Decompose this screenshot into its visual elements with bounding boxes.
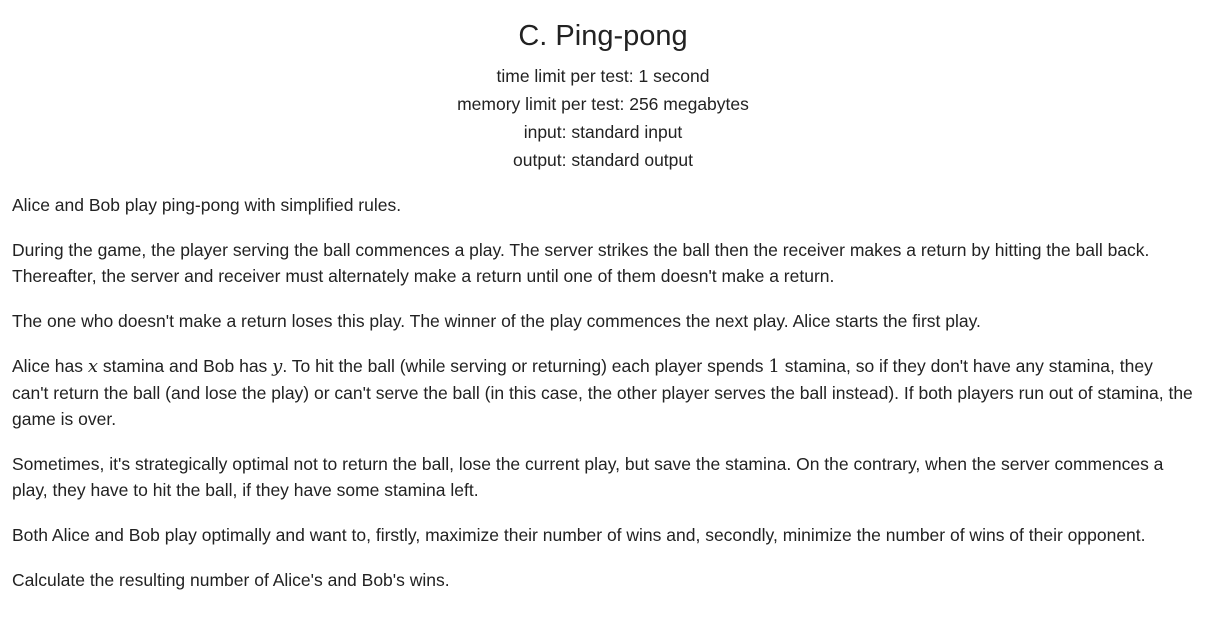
statement-paragraph-7: Calculate the resulting number of Alice's and Bob's wins. [12, 570, 450, 590]
problem-title: C. Ping-pong [518, 20, 688, 52]
time-limit: time limit per test: 1 second [496, 66, 710, 86]
problem-statement [12, 192, 1194, 593]
statement-paragraph-2: During the game, the player serving the ball commences a play. The server strikes the ball then the receiver makes a return by hitting the ball back. Thereafter, the server and receiver must alternately make a return until one of them doesn't make a return. [12, 240, 1150, 286]
text-span: stamina and Bob has [98, 356, 273, 376]
problem-header [12, 0, 1194, 174]
text-span: Alice has [12, 356, 88, 376]
statement-paragraph-6: Both Alice and Bob play optimally and want to, firstly, maximize their number of wins and, secondly, minimize the number of wins of their opponent. [12, 525, 1146, 545]
input-spec: input: standard input [523, 122, 683, 142]
statement-paragraph-5: Sometimes, it's strategically optimal not to return the ball, lose the current play, but save the stamina. On the contrary, when the server commences a play, they have to hit the ball, if they have some stamina left. [12, 454, 1164, 500]
text-span: . To hit the ball (while serving or returning) each player spends [282, 356, 769, 376]
math-number-one: 1 [768, 356, 780, 377]
statement-paragraph-1: Alice and Bob play ping-pong with simplified rules. [12, 195, 402, 215]
statement-paragraph-4 [12, 353, 1194, 432]
memory-limit: memory limit per test: 256 megabytes [457, 94, 749, 114]
text-span: stamina, so if they don't have any stamina, they can't return the ball (and lose the play) or can't serve the ball (in this case, the other player serves the ball instead). If both players run out of stamina, the game is over. [12, 356, 1193, 429]
math-var-y: y [272, 356, 283, 377]
math-var-x: x [87, 356, 99, 377]
output-spec: output: standard output [513, 150, 693, 170]
statement-paragraph-3: The one who doesn't make a return loses this play. The winner of the play commences the next play. Alice starts the first play. [12, 311, 981, 331]
